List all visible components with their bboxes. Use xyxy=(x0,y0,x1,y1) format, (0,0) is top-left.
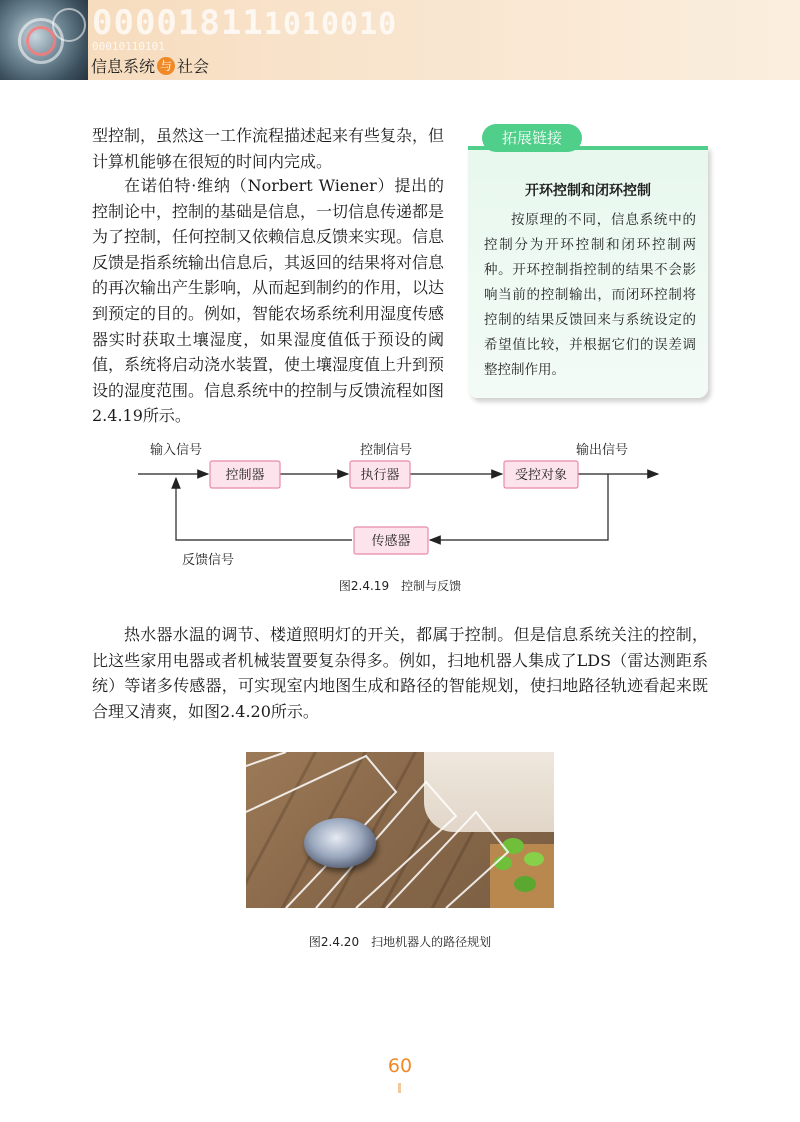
sidebar-text: 按原理的不同，信息系统中的控制分为开环控制和闭环控制两种。开环控制指控制的结果不会影响当前的控制输出，而闭环控制将控制的结果反馈回来与系统设定的希望值比较，并根据它们的误差调整控制作用。 xyxy=(484,212,696,378)
book-title-part1: 信息系统 xyxy=(91,57,156,76)
page-number: 60 xyxy=(387,1055,413,1077)
controlled-object-box-label: 受控对象 xyxy=(514,468,568,483)
actuator-box-label: 执行器 xyxy=(360,468,400,483)
figure-caption-2-4-19: 图2.4.19 控制与反馈 xyxy=(338,579,462,593)
body-paragraph-2: 在诺伯特·维纳（Norbert Wiener）提出的控制论中，控制的基础是信息，一切信息传递都是为了控制，任何控制又依赖信息反馈来实现。信息反馈是指系统输出信息后，其返回的结果将对信息的再次输出产生影响，从而起到制约的作用，以达到预定的目的。例如，智能农场系统利用湿度传感器实时获取土壤湿度，如果湿度值低于预设的阈值，系统将启动浇水装置，使土壤湿度值上升到预设的湿度范围。信息系统中的控制与反馈流程如图2.4.19所示。 xyxy=(92,176,445,426)
book-title-badge: 与 xyxy=(157,57,175,75)
actuator-box xyxy=(350,461,410,488)
extension-link-box xyxy=(468,146,708,398)
gear-ring-decoration xyxy=(52,8,86,42)
robot-vacuum-image xyxy=(304,818,376,868)
controller-box-label: 控制器 xyxy=(225,468,265,483)
controller-box xyxy=(210,461,280,488)
robot-vacuum-photo xyxy=(246,752,554,908)
figure-caption-2-4-20: 图2.4.20 扫地机器人的路径规划 xyxy=(308,935,492,949)
gear-ring-decoration xyxy=(26,26,56,56)
body-paragraph-3: 热水器水温的调节、楼道照明灯的开关，都属于控制。但是信息系统关注的控制，比这些家用电器或者机械装置要复杂得多。例如，扫地机器人集成了LDS（雷达测距系统）等诸多传感器，可实现室内地图生成和路径的智能规划，使扫地路径轨迹看起来既合理又清爽，如图2.4.20所示。 xyxy=(92,625,708,721)
page-header xyxy=(0,0,800,80)
sidebar-title: 开环控制和闭环控制 xyxy=(525,183,651,199)
header-decoration-image xyxy=(0,0,88,80)
header-binary-decoration-small: 00010110101 xyxy=(92,40,165,53)
controlled-object-box xyxy=(504,461,578,488)
book-title-part2: 社会 xyxy=(177,57,210,76)
book-title xyxy=(91,54,209,77)
cleaning-path-lines xyxy=(246,752,554,908)
body-paragraph-1: 型控制，虽然这一工作流程描述起来有些复杂，但计算机能够在很短的时间内完成。 xyxy=(92,126,445,171)
control-feedback-diagram xyxy=(130,436,670,576)
sensor-box-label: 传感器 xyxy=(371,534,411,549)
sensor-box xyxy=(354,527,428,554)
page-number-mark xyxy=(398,1083,401,1093)
control-signal-label: 控制信号 xyxy=(360,443,413,458)
output-signal-label: 输出信号 xyxy=(576,443,629,458)
extension-link-tab: 拓展链接 xyxy=(482,124,582,152)
input-signal-label: 输入信号 xyxy=(150,443,203,458)
feedback-signal-label: 反馈信号 xyxy=(182,553,235,568)
header-binary-decoration: 000018111010010 xyxy=(92,3,398,43)
